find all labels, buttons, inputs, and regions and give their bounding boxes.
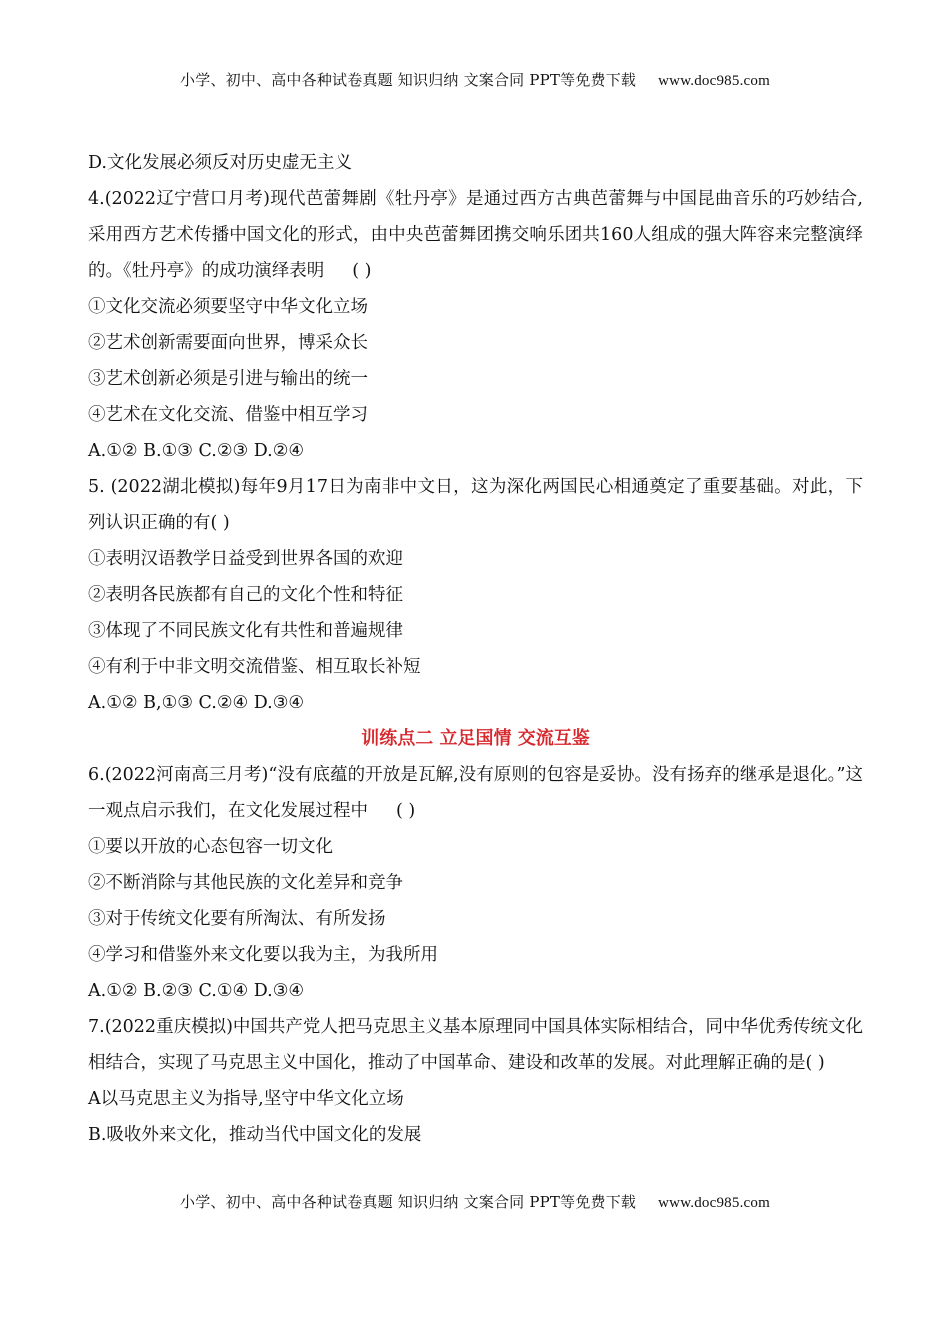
question-5 — [88, 469, 863, 721]
q6-item-3: ③对于传统文化要有所淘汰、有所发扬 — [88, 909, 386, 929]
header-text: 小学、初中、高中各种试卷真题 知识归纳 文案合同 PPT等免费下载 — [180, 71, 637, 89]
q7-option-a: A以马克思主义为指导,坚守中华文化立场 — [88, 1089, 404, 1109]
footer-text: 小学、初中、高中各种试卷真题 知识归纳 文案合同 PPT等免费下载 — [180, 1193, 637, 1211]
footer-url[interactable]: www.doc985.com — [658, 1195, 770, 1211]
q7-stem: 7.(2022重庆模拟)中国共产党人把马克思主义基本原理同中国具体实际相结合，同中华优秀传统文化相结合，实现了马克思主义中国化，推动了中国革命、建设和改革的发展。对此理解正确的是( ) — [88, 1017, 863, 1073]
q6-stem — [88, 757, 863, 829]
q6-answer-bracket: ( ) — [396, 801, 416, 821]
section-title: 训练点二 立足国情 交流互鉴 — [361, 728, 590, 749]
q6-options: A.①② B.②③ C.①④ D.③④ — [88, 981, 305, 1001]
header-url[interactable]: www.doc985.com — [658, 73, 770, 89]
question-4 — [88, 181, 863, 469]
page-header — [0, 69, 950, 90]
q4-stem — [88, 181, 863, 289]
q6-item-2: ②不断消除与其他民族的文化差异和竞争 — [88, 873, 403, 893]
question-7 — [88, 1009, 863, 1153]
prev-option-d: D.文化发展必须反对历史虚无主义 — [88, 153, 352, 173]
q4-answer-bracket: ( ) — [352, 261, 372, 281]
q4-stem-text: 4.(2022辽宁营口月考)现代芭蕾舞剧《牡丹亭》是通过西方古典芭蕾舞与中国昆曲音乐的巧妙结合,采用西方艺术传播中国文化的形式，由中央芭蕾舞团携交响乐团共160人组成的强大阵容来完整演绎的。《牡丹亭》的成功演绎表明 — [88, 189, 863, 281]
q5-item-3: ③体现了不同民族文化有共性和普遍规律 — [88, 621, 403, 641]
q7-option-b: B.吸收外来文化，推动当代中国文化的发展 — [88, 1125, 422, 1145]
q4-item-1: ①文化交流必须要坚守中华文化立场 — [88, 297, 368, 317]
q5-item-1: ①表明汉语教学日益受到世界各国的欢迎 — [88, 549, 403, 569]
document-body — [88, 145, 863, 1153]
q5-stem: 5. (2022湖北模拟)每年9月17日为南非中文日，这为深化两国民心相通奠定了重要基础。对此，下列认识正确的有( ) — [88, 477, 863, 533]
q4-item-4: ④艺术在文化交流、借鉴中相互学习 — [88, 405, 368, 425]
q6-item-1: ①要以开放的心态包容一切文化 — [88, 837, 333, 857]
q6-stem-text: 6.(2022河南高三月考)“没有底蕴的开放是瓦解,没有原则的包容是妥协。没有扬弃的继承是退化。”这一观点启示我们，在文化发展过程中 — [88, 765, 863, 821]
q5-options: A.①② B,①③ C.②④ D.③④ — [88, 693, 305, 713]
q4-item-2: ②艺术创新需要面向世界，博采众长 — [88, 333, 368, 353]
q5-item-2: ②表明各民族都有自己的文化个性和特征 — [88, 585, 403, 605]
q4-options: A.①② B.①③ C.②③ D.②④ — [88, 441, 305, 461]
q4-item-3: ③艺术创新必须是引进与输出的统一 — [88, 369, 368, 389]
question-6 — [88, 757, 863, 1009]
page-footer — [0, 1191, 950, 1212]
q6-item-4: ④学习和借鉴外来文化要以我为主，为我所用 — [88, 945, 438, 965]
q5-item-4: ④有利于中非文明交流借鉴、相互取长补短 — [88, 657, 421, 677]
